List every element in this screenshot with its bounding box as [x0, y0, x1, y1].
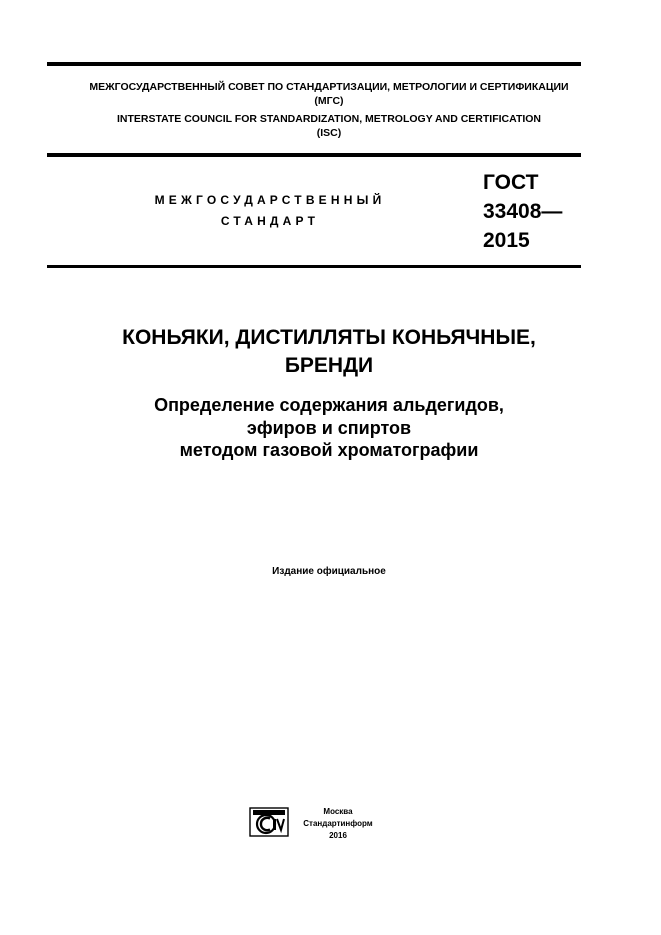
document-subtitle — [47, 394, 611, 462]
gost-number — [483, 168, 562, 255]
edition-note: Издание официальное — [272, 566, 386, 577]
gost-prefix: ГОСТ — [483, 171, 539, 194]
council-en — [47, 112, 611, 140]
standard-kind-line1: МЕЖГОСУДАРСТВЕННЫЙ — [154, 193, 386, 207]
imprint — [300, 806, 376, 842]
council-en-abbr: (ISC) — [316, 127, 342, 139]
standartinform-logo-icon — [249, 807, 289, 837]
imprint-publisher: Стандартинформ — [303, 819, 373, 828]
title-sub-line2: эфиров и спиртов — [246, 417, 412, 438]
council-ru-name: МЕЖГОСУДАРСТВЕННЫЙ СОВЕТ ПО СТАНДАРТИЗАЦИИ, МЕТРОЛОГИИ И СЕРТИФИКАЦИИ — [89, 81, 569, 93]
imprint-city: Москва — [323, 807, 353, 816]
middle-rule — [47, 153, 581, 157]
standard-kind-line2: СТАНДАРТ — [220, 214, 320, 228]
title-main-line1: КОНЬЯКИ, ДИСТИЛЛЯТЫ КОНЬЯЧНЫЕ, — [122, 326, 536, 349]
gost-year: 2015 — [483, 229, 530, 252]
gost-number-value: 33408— — [483, 200, 563, 223]
top-rule — [47, 62, 581, 66]
title-main-line2: БРЕНДИ — [284, 354, 374, 377]
document-title — [47, 324, 611, 380]
imprint-year: 2016 — [329, 831, 347, 840]
council-en-name: INTERSTATE COUNCIL FOR STANDARDIZATION, METROLOGY AND CERTIFICATION — [116, 113, 542, 125]
council-ru-abbr: (МГС) — [314, 95, 344, 107]
bottom-rule — [47, 265, 581, 268]
title-sub-line3: методом газовой хроматографии — [179, 440, 479, 460]
title-sub-line1: Определение содержания альдегидов, — [154, 395, 504, 415]
council-ru — [47, 80, 611, 108]
